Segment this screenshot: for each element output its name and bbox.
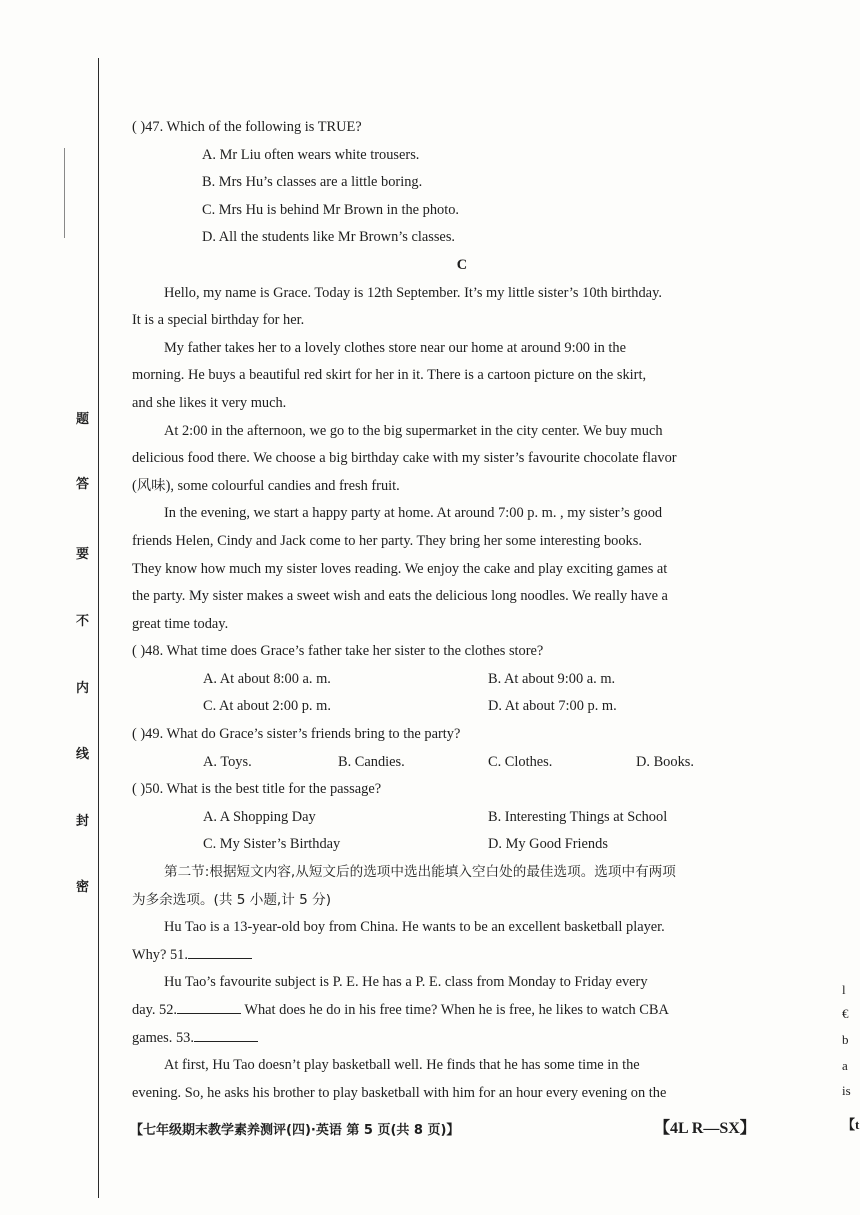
- margin-char: 密: [76, 880, 90, 895]
- passage-c-text: At 2:00 in the afternoon, we go to the big supermarket in the city center. We buy much: [164, 422, 663, 439]
- option-49-b: B. Candies.: [338, 753, 405, 770]
- passage-c-text: (风味), some colourful candies and fresh fruit.: [132, 477, 400, 494]
- passage-c-text: the party. My sister makes a sweet wish and eats the delicious long noodles. We really have a: [132, 588, 668, 605]
- footer-exam-info: 【七年级期末教学素养测评(四)·英语 第 5 页(共 8 页)】: [130, 1123, 460, 1138]
- passage-c-text: It is a special birthday for her.: [132, 312, 305, 329]
- passage-2-text: evening. So, he asks his brother to play basketball with him for an hour every evening on the: [132, 1084, 667, 1101]
- passage-c-text: morning. He buys a beautiful red skirt for her in it. There is a cartoon picture on the skirt,: [132, 367, 647, 384]
- option-50-d: D. My Good Friends: [488, 836, 608, 853]
- passage-c-text: and she likes it very much.: [132, 394, 287, 411]
- question-48-stem: ( )48. What time does Grace’s father take her sister to the clothes store?: [132, 643, 544, 660]
- passage-2-text: [132, 942, 792, 970]
- edge-fragment: l: [842, 982, 846, 997]
- passage-c-text: great time today.: [132, 615, 229, 632]
- option-47-d: D. All the students like Mr Brown’s classes.: [202, 229, 456, 246]
- blank-52: [177, 999, 241, 1014]
- passage-2-text: Hu Tao’s favourite subject is P. E. He has a P. E. class from Monday to Friday every: [164, 974, 648, 991]
- options-49: [132, 749, 792, 777]
- question-47-stem: ( )47. Which of the following is TRUE?: [132, 119, 362, 135]
- option-48-a: A. At about 8:00 a. m.: [203, 670, 331, 687]
- option-50-a: A. A Shopping Day: [203, 808, 316, 825]
- blank-52-label: day. 52.: [132, 1002, 178, 1018]
- margin-char: 答: [76, 477, 90, 492]
- options-50-row2: [132, 831, 792, 859]
- page-content: [132, 114, 792, 1107]
- margin-char: 不: [76, 614, 90, 629]
- option-49-c: C. Clothes.: [488, 753, 553, 770]
- options-48-row1: [132, 666, 792, 694]
- edge-fragment: is: [842, 1083, 851, 1098]
- passage-c-text: They know how much my sister loves reading. We enjoy the cake and play exciting games at: [132, 560, 668, 577]
- option-48-d: D. At about 7:00 p. m.: [488, 698, 617, 715]
- option-47-b: B. Mrs Hu’s classes are a little boring.: [202, 174, 423, 191]
- option-48-b: B. At about 9:00 a. m.: [488, 670, 616, 687]
- question-50-stem: ( )50. What is the best title for the passage?: [132, 781, 382, 798]
- binding-tick: [64, 148, 65, 238]
- margin-char: 线: [76, 747, 90, 762]
- passage-2-text: What does he do in his free time? When he is free, he likes to watch CBA: [241, 1002, 669, 1018]
- options-48-row2: [132, 693, 792, 721]
- edge-fragment: 【t: [842, 1117, 860, 1132]
- option-48-c: C. At about 2:00 p. m.: [203, 698, 331, 715]
- option-49-d: D. Books.: [636, 753, 694, 770]
- margin-char: 封: [76, 814, 90, 829]
- passage-2-text: Hu Tao is a 13-year-old boy from China. He wants to be an excellent basketball player.: [164, 919, 665, 936]
- option-49-a: A. Toys.: [203, 753, 252, 770]
- passage-c-text: In the evening, we start a happy party at home. At around 7:00 p. m. , my sister’s good: [164, 505, 663, 522]
- edge-fragment: a: [842, 1058, 848, 1073]
- footer-code: 【4L R—SX】: [654, 1120, 756, 1137]
- option-50-c: C. My Sister’s Birthday: [203, 836, 341, 853]
- passage-2-text: At first, Hu Tao doesn’t play basketball well. He finds that he has some time in the: [164, 1057, 640, 1074]
- margin-char: 内: [76, 681, 90, 696]
- blank-53-label: games. 53.: [132, 1029, 194, 1046]
- edge-fragment: b: [842, 1032, 849, 1047]
- section-2-instructions: 为多余选项。(共 5 小题,计 5 分): [132, 891, 332, 908]
- section-2-instructions: 第二节:根据短文内容,从短文后的选项中选出能填入空白处的最佳选项。选项中有两项: [164, 864, 676, 881]
- options-50-row1: [132, 804, 792, 832]
- passage-2-text: [132, 997, 792, 1025]
- option-47-c: C. Mrs Hu is behind Mr Brown in the photo.: [202, 201, 460, 218]
- blank-51-label: Why? 51.: [132, 946, 188, 963]
- passage-c-text: My father takes her to a lovely clothes store near our home at around 9:00 in the: [164, 339, 626, 356]
- question-49-stem: ( )49. What do Grace’s sister’s friends bring to the party?: [132, 726, 461, 743]
- option-50-b: B. Interesting Things at School: [488, 808, 668, 825]
- option-47-a: A. Mr Liu often wears white trousers.: [202, 146, 420, 163]
- passage-c-text: friends Helen, Cindy and Jack come to her party. They bring her some interesting books.: [132, 532, 642, 549]
- passage-2-text: [132, 1025, 792, 1053]
- binding-line: [98, 58, 99, 1198]
- blank-53: [194, 1027, 258, 1042]
- passage-c-text: Hello, my name is Grace. Today is 12th September. It’s my little sister’s 10th birthday.: [164, 284, 662, 301]
- margin-char: 题: [76, 412, 90, 427]
- passage-c-text: delicious food there. We choose a big birthday cake with my sister’s favourite chocolate flavor: [132, 450, 677, 467]
- blank-51: [188, 944, 252, 959]
- margin-char: 要: [76, 547, 90, 562]
- section-c-heading: C: [456, 256, 468, 273]
- edge-fragment: €: [842, 1006, 849, 1021]
